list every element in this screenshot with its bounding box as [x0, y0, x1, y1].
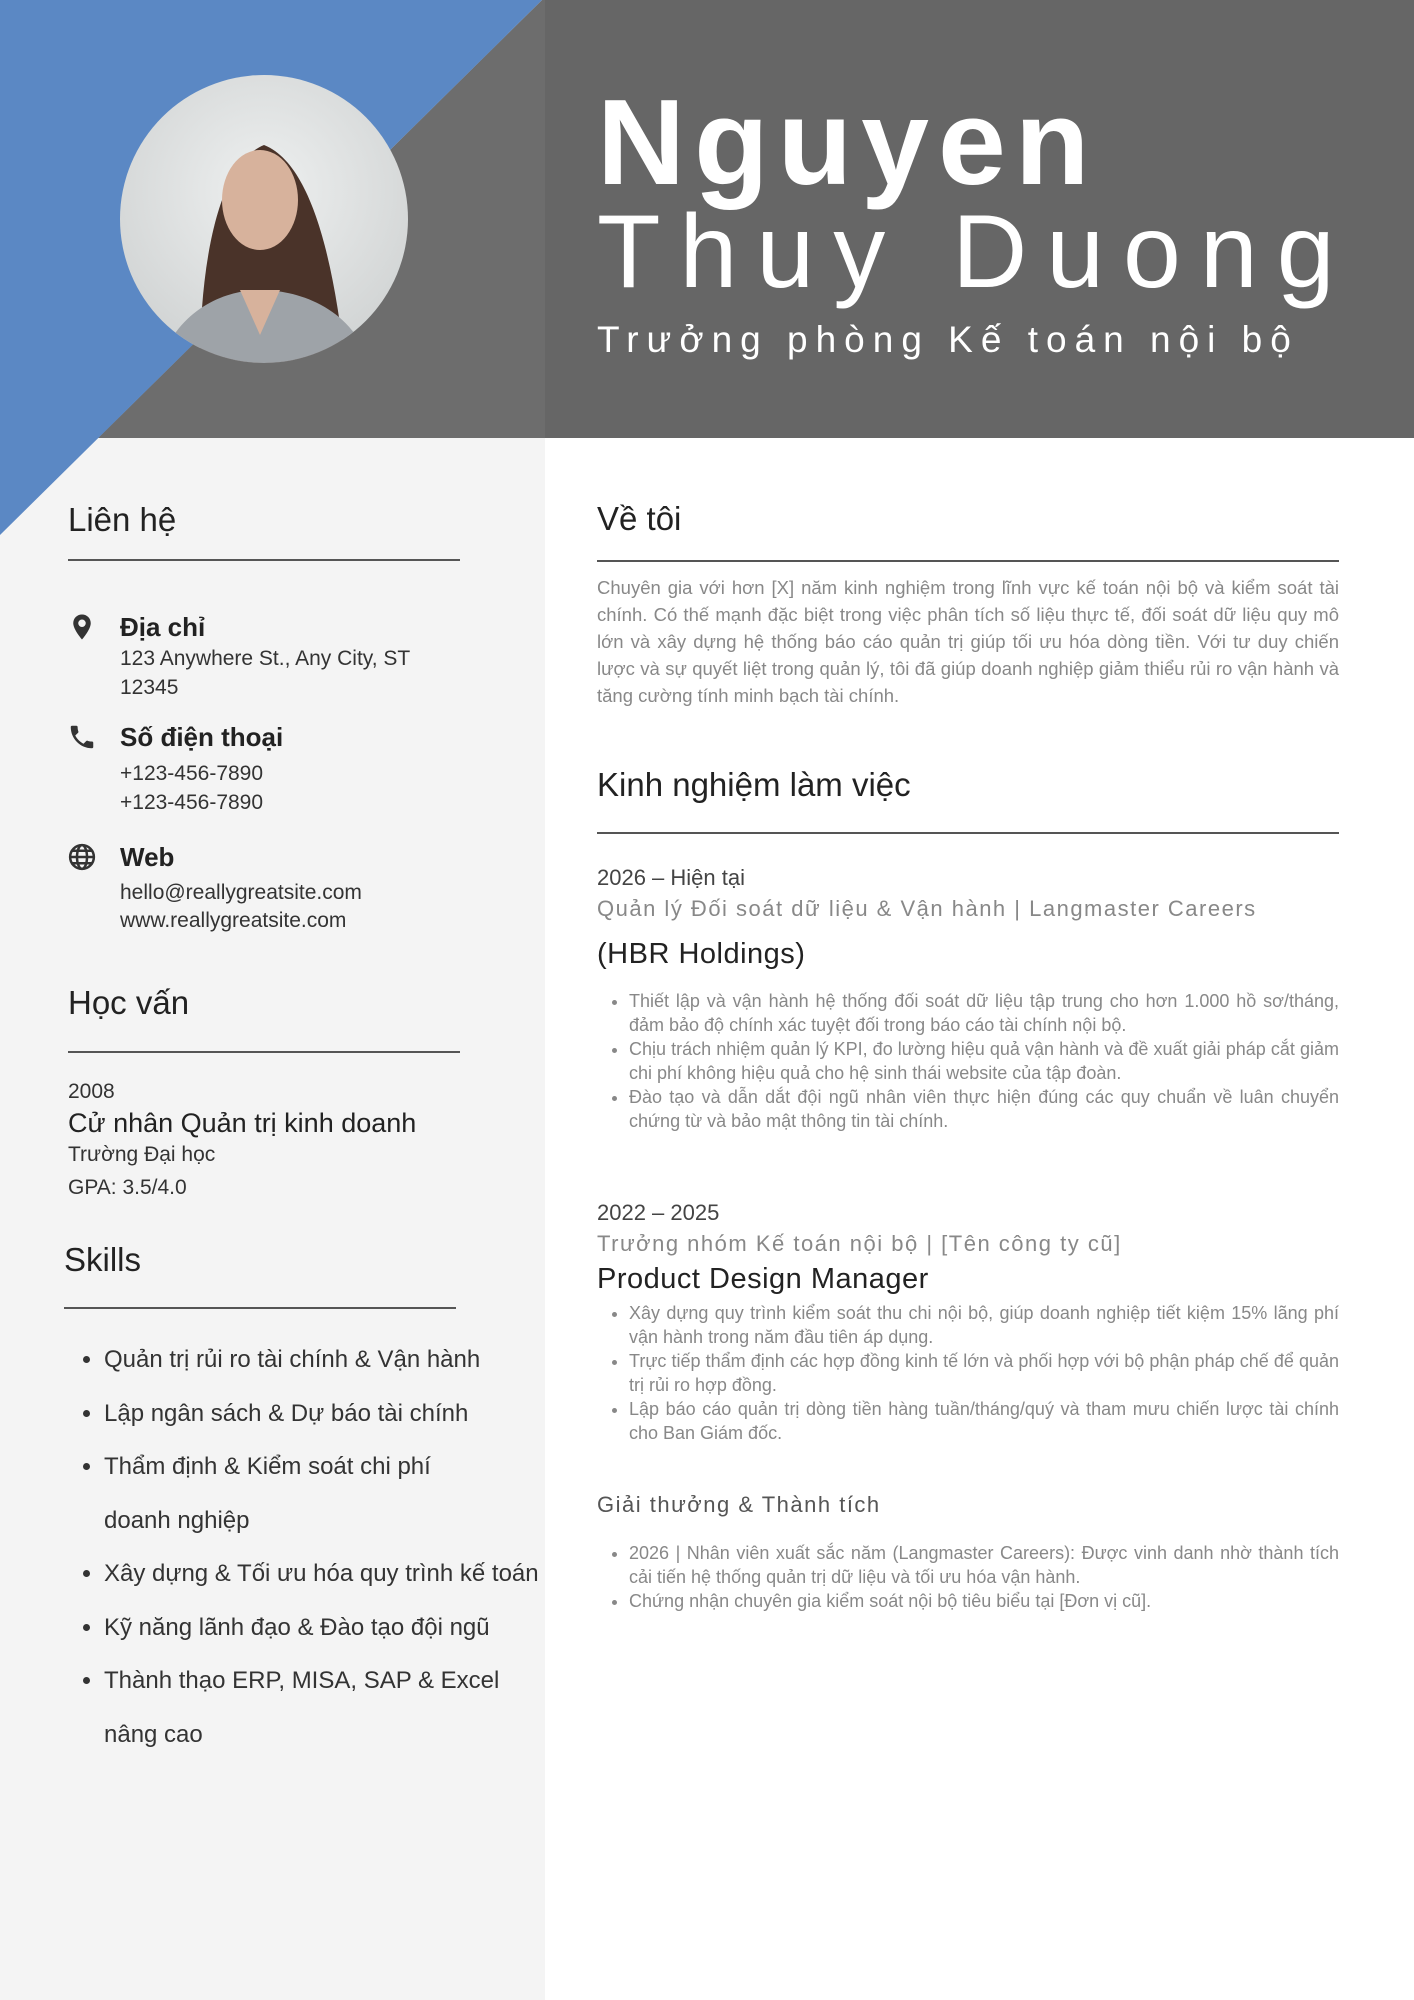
education-degree: Cử nhân Quản trị kinh doanh [68, 1108, 417, 1138]
divider [597, 832, 1339, 834]
skill-item: • Lập ngân sách & Dự báo tài chính [104, 1387, 584, 1441]
job-role: Trưởng nhóm Kế toán nội bộ | [Tên công ty cũ] [597, 1231, 1122, 1256]
address-line: 12345 [120, 676, 179, 699]
map-pin-icon [67, 612, 97, 642]
job-bullet: • Xây dựng quy trình kiểm soát thu chi nội bộ, giúp doanh nghiệp tiết kiệm 15% lãng phí vận hành trong năm đầu tiên áp dụng. [629, 1301, 1339, 1349]
address-label: Địa chỉ [120, 612, 206, 642]
skill-item: • Thẩm định & Kiểm soát chi phí doanh nghiệp [104, 1440, 484, 1547]
job-bullet: • Đào tạo và dẫn dắt đội ngũ nhân viên thực hiện đúng các quy chuẩn về luân chuyển chứng từ và bảo mật thông tin tài chính. [629, 1085, 1339, 1133]
education-gpa: GPA: 3.5/4.0 [68, 1176, 187, 1199]
phone-label: Số điện thoại [120, 722, 284, 752]
education-heading: Học vấn [68, 984, 190, 1021]
job-bullet: • Chịu trách nhiệm quản lý KPI, đo lường hiệu quả vận hành và đề xuất giải pháp cắt giảm chi phí không hiệu quả cho hệ sinh thái website của tập đoàn. [629, 1037, 1339, 1085]
first-name: Nguyen [597, 74, 1099, 210]
job-period: 2022 – 2025 [597, 1200, 720, 1225]
divider [64, 1307, 456, 1309]
phone-number: +123-456-7890 [120, 762, 264, 785]
awards-heading: Giải thưởng & Thành tích [597, 1492, 881, 1517]
job-title: Product Design Manager [597, 1263, 929, 1295]
job-role: Quản lý Đối soát dữ liệu & Vận hành | Langmaster Careers [597, 896, 1257, 921]
divider [68, 559, 460, 561]
skill-item: • Quản trị rủi ro tài chính & Vận hành [104, 1333, 584, 1387]
education-year: 2008 [68, 1080, 115, 1103]
experience-heading: Kinh nghiệm làm việc [597, 766, 911, 803]
website-link[interactable]: www.reallygreatsite.com [120, 909, 347, 932]
job-bullet: • Trực tiếp thẩm định các hợp đồng kinh tế lớn và phối hợp với bộ phận pháp chế để quản trị rủi ro hợp đồng. [629, 1349, 1339, 1397]
skill-item: • Thành thạo ERP, MISA, SAP & Excel nâng cao [104, 1654, 544, 1761]
skills-heading: Skills [64, 1241, 142, 1278]
job-period: 2026 – Hiện tại [597, 865, 745, 890]
profile-photo [120, 75, 408, 363]
about-text: Chuyên gia với hơn [X] năm kinh nghiệm trong lĩnh vực kế toán nội bộ và kiểm soát tài chính. Có thế mạnh đặc biệt trong việc phân tích số liệu thực tế, đối soát dữ liệu quy mô lớn và xây dựng hệ thống báo cáo quản trị giúp tối ưu hóa dòng tiền. Với tư duy chiến lược và sự quyết liệt trong quản lý, tôi đã giúp doanh nghiệp giảm thiểu rủi ro vận hành và tăng cường tính minh bạch tài chính. [597, 577, 1339, 706]
award-item: • 2026 | Nhân viên xuất sắc năm (Langmaster Careers): Được vinh danh nhờ thành tích cải tiến hệ thống quản trị dữ liệu và tối ưu hóa vận hành. [629, 1541, 1339, 1589]
last-name: Thuy Duong [597, 194, 1354, 310]
job-title: Trưởng phòng Kế toán nội bộ [597, 319, 1299, 360]
phone-number: +123-456-7890 [120, 791, 264, 814]
divider [597, 560, 1339, 562]
education-school: Trường Đại học [68, 1143, 216, 1166]
globe-icon [67, 842, 97, 872]
divider [68, 1051, 460, 1053]
job-bullet: • Thiết lập và vận hành hệ thống đối soát dữ liệu tập trung cho hơn 1.000 hồ sơ/tháng, đảm bảo độ chính xác tuyệt đối trong báo cáo tài chính nội bộ. [629, 989, 1339, 1037]
award-item: • Chứng nhận chuyên gia kiểm soát nội bộ tiêu biểu tại [Đơn vị cũ]. [629, 1589, 1339, 1613]
skill-item: • Xây dựng & Tối ưu hóa quy trình kế toán [104, 1547, 544, 1601]
contact-heading: Liên hệ [68, 501, 177, 538]
job-title: (HBR Holdings) [597, 938, 806, 970]
job-bullets [597, 1301, 1339, 1445]
about-heading: Về tôi [597, 500, 682, 537]
web-label: Web [120, 842, 175, 872]
skills-list [64, 1333, 584, 1761]
job-bullet: • Lập báo cáo quản trị dòng tiền hàng tuần/tháng/quý và tham mưu chiến lược tài chính cho Ban Giám đốc. [629, 1397, 1339, 1445]
awards-list [597, 1541, 1339, 1613]
phone-icon [67, 722, 97, 752]
address-line: 123 Anywhere St., Any City, ST [120, 647, 411, 670]
job-bullets [597, 989, 1339, 1133]
email-link[interactable]: hello@reallygreatsite.com [120, 881, 362, 904]
skill-item: • Kỹ năng lãnh đạo & Đào tạo đội ngũ [104, 1601, 584, 1655]
